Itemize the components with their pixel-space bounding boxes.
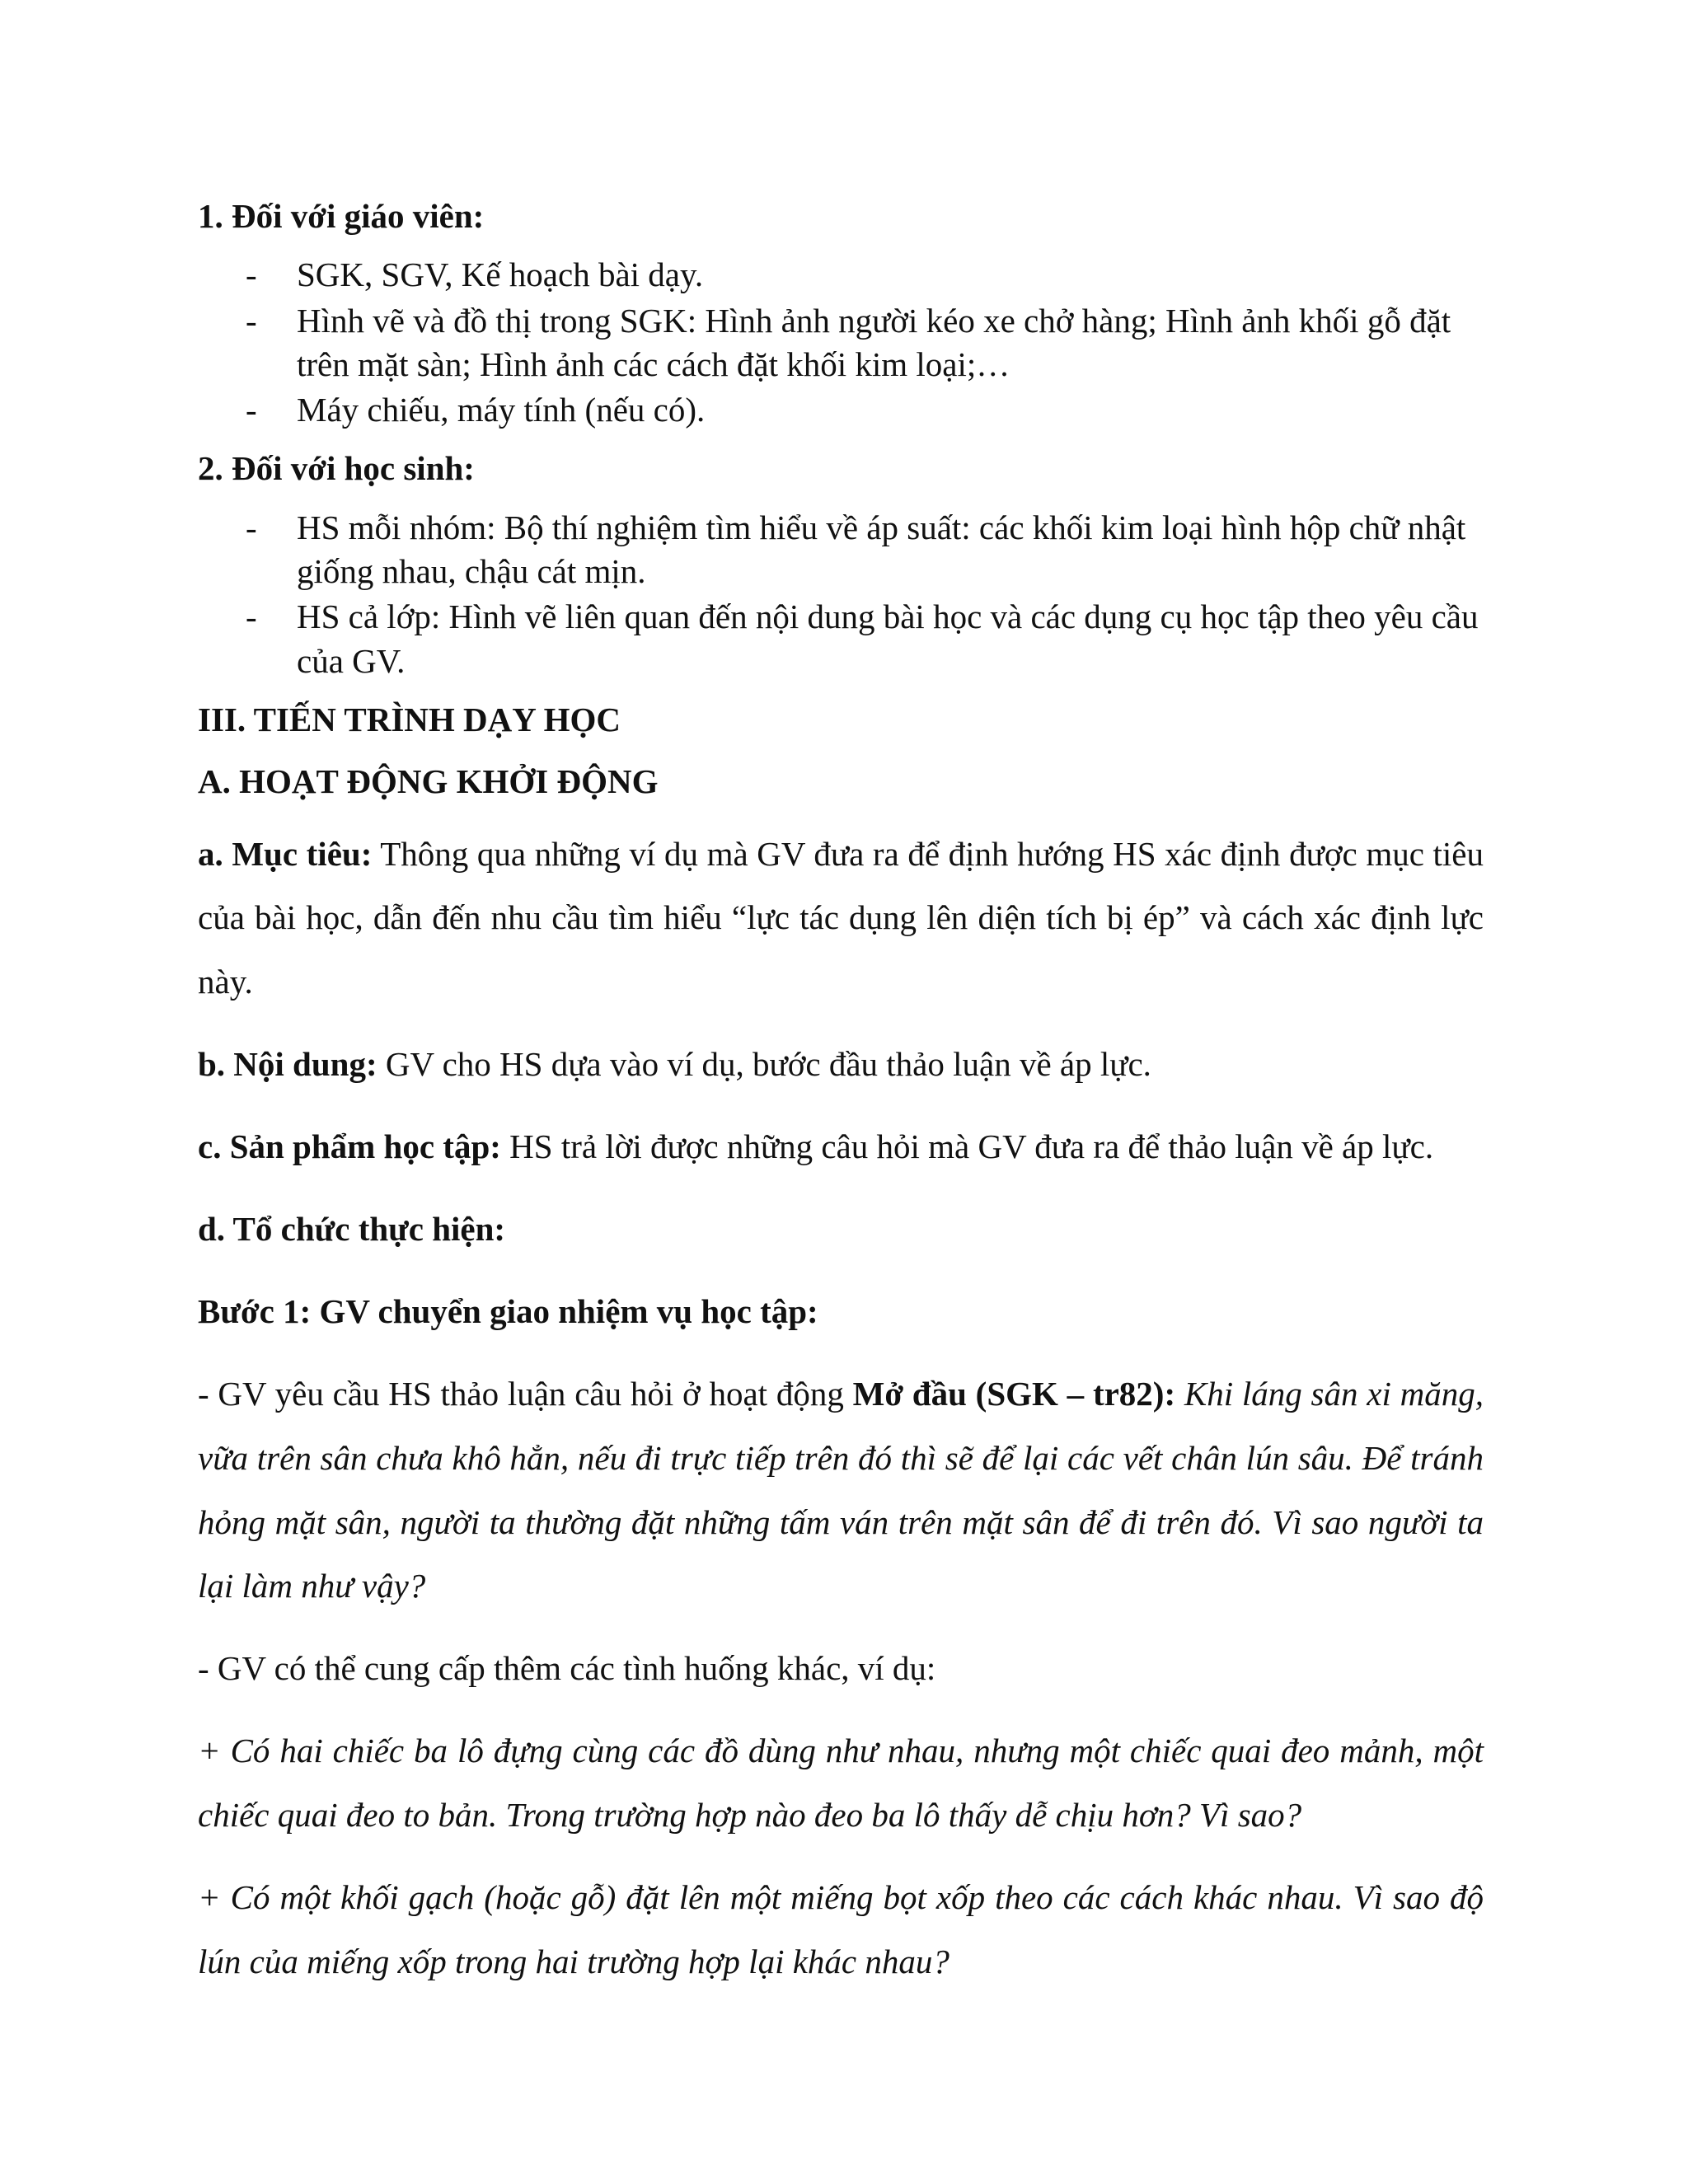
- list-item: - Hình vẽ và đồ thị trong SGK: Hình ảnh người kéo xe chở hàng; Hình ảnh khối gỗ đặt trên mặt sàn; Hình ảnh các cách đặt khối kim loại;…: [198, 299, 1484, 387]
- dash-bullet: -: [246, 255, 257, 294]
- dash-bullet: -: [246, 391, 257, 429]
- dash-bullet: -: [246, 598, 257, 636]
- content-text: GV cho HS dựa vào ví dụ, bước đầu thảo luận về áp lực.: [377, 1045, 1151, 1084]
- objective-paragraph: [198, 823, 1484, 1015]
- objective-text: Thông qua những ví dụ mà GV đưa ra để định hướng HS xác định được mục tiêu của bài học, dẫn đến nhu cầu tìm hiểu “lực tác dụng lên diện tích bị ép” và cách xác định lực này.: [198, 834, 1484, 1001]
- student-materials-list: [198, 506, 1484, 683]
- step1-heading: Bước 1: GV chuyển giao nhiệm vụ học tập:: [198, 1291, 818, 1330]
- product-paragraph: [198, 1115, 1484, 1179]
- organize-heading: d. Tổ chức thực hiện:: [198, 1210, 506, 1249]
- warmup-activity-heading: A. HOẠT ĐỘNG KHỞI ĐỘNG: [198, 762, 659, 801]
- task1-reference: Mở đầu (SGK – tr82):: [852, 1374, 1176, 1413]
- task2-paragraph: - GV có thể cung cấp thêm các tình huống khác, ví dụ:: [198, 1649, 936, 1688]
- list-item: - HS cả lớp: Hình vẽ liên quan đến nội dung bài học và các dụng cụ học tập theo yêu cầu của GV.: [198, 595, 1484, 683]
- task1-paragraph: [198, 1362, 1484, 1619]
- dash-bullet: -: [246, 301, 257, 340]
- teacher-section-heading: 1. Đối với giáo viên:: [198, 197, 485, 235]
- list-item: - HS mỗi nhóm: Bộ thí nghiệm tìm hiểu về áp suất: các khối kim loại hình hộp chữ nhật giống nhau, chậu cát mịn.: [198, 506, 1484, 594]
- list-item: - SGK, SGV, Kế hoạch bài dạy.: [198, 253, 1484, 297]
- content-paragraph: [198, 1033, 1484, 1097]
- objective-label: a. Mục tiêu:: [198, 834, 373, 873]
- teaching-process-heading: III. TIẾN TRÌNH DẠY HỌC: [198, 700, 621, 738]
- product-text: HS trả lời được những câu hỏi mà GV đưa ra để thảo luận về áp lực.: [500, 1127, 1434, 1166]
- situation2-paragraph: + Có một khối gạch (hoặc gỗ) đặt lên một miếng bọt xốp theo các cách khác nhau. Vì sao độ lún của miếng xốp trong hai trường hợp lại khác nhau?: [198, 1878, 1484, 1980]
- content-label: b. Nội dung:: [198, 1045, 377, 1084]
- student-section-heading: 2. Đối với học sinh:: [198, 449, 475, 488]
- document-page: [198, 194, 1484, 1994]
- list-item: - Máy chiếu, máy tính (nếu có).: [198, 388, 1484, 432]
- product-label: c. Sản phẩm học tập:: [198, 1127, 501, 1166]
- situation1-paragraph: + Có hai chiếc ba lô đựng cùng các đồ dùng như nhau, nhưng một chiếc quai đeo mảnh, một chiếc quai đeo to bản. Trong trường hợp nào đeo ba lô thấy dễ chịu hơn? Vì sao?: [198, 1732, 1484, 1835]
- task1-prefix: - GV yêu cầu HS thảo luận câu hỏi ở hoạt động: [198, 1374, 853, 1413]
- dash-bullet: -: [246, 508, 257, 546]
- task1-question: Khi láng sân xi măng, vữa trên sân chưa khô hẳn, nếu đi trực tiếp trên đó thì sẽ để lại các vết chân lún sâu. Để tránh hỏng mặt sân, người ta thường đặt những tấm ván trên mặt sân để đi trên đó. Vì sao người ta lại làm như vậy?: [198, 1374, 1484, 1605]
- teacher-materials-list: [198, 253, 1484, 432]
